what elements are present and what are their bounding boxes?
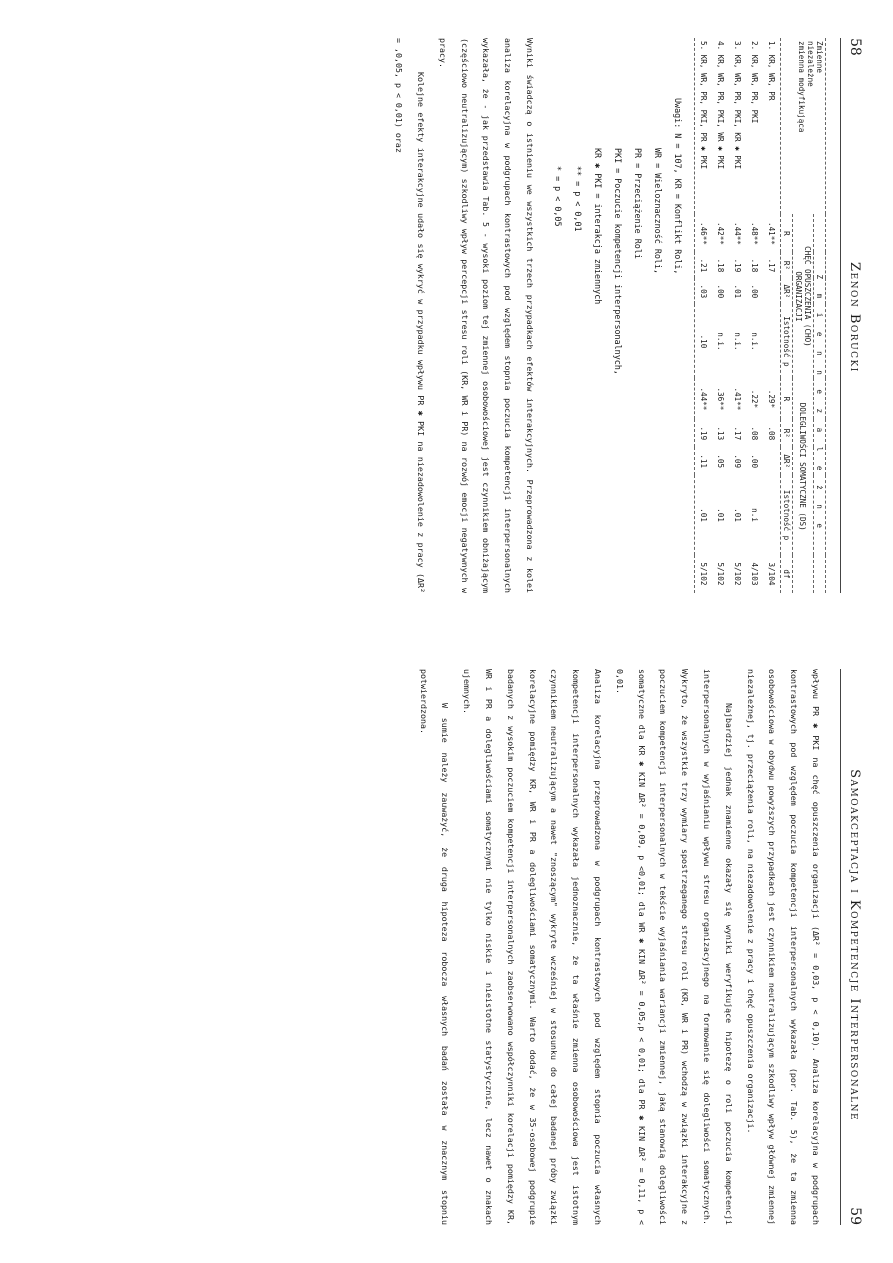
table-row [695, 38, 713, 593]
dv1-title-line: CHĘĆ OPUSZCZENIA (CHO) [803, 246, 812, 347]
page-left [0, 0, 893, 631]
table-cell: .44** [733, 222, 742, 245]
table-cell: n.i [750, 508, 759, 522]
table-notes [548, 38, 688, 593]
table-row [729, 38, 746, 593]
page-number-left: 58 [847, 38, 863, 56]
table-cell: .01 [716, 508, 725, 522]
table-cell: .00 [750, 454, 759, 469]
table-cell: .09 [733, 454, 742, 469]
col-group-title: Z m i e n n e z a l e ż n e [814, 214, 826, 593]
table-cell: .19 [733, 258, 742, 273]
dv1-title [793, 214, 814, 378]
table-cell: .41** [733, 387, 742, 411]
table-cell: .44** [695, 378, 713, 419]
body-text-left [387, 38, 540, 593]
stub-header-line: Zmienne [815, 41, 824, 74]
row-label: 1. KR, WR, PR [767, 41, 776, 101]
table-cell: 4/103 [750, 562, 759, 586]
table-cell: .19 [695, 419, 713, 447]
table-cell: 5/102 [716, 562, 725, 586]
col-header: df [781, 555, 793, 593]
paragraph: Kolejne efekty interakcyjne udało się wykryć w przypadku wpływu PR ✱ PKI na niezadowolenie z pracy (ΔR² = ,0,05, p < 0,01) oraz [394, 38, 427, 593]
page-right-content [0, 631, 893, 1263]
row-label: 5. KR, WR, PR, PKI, PR ✱ PKI [695, 38, 713, 214]
table-cell: .46** [695, 214, 713, 252]
row-label: 3. KR, WR, PR, PKI, KR ✱ PKI [733, 41, 742, 170]
table-cell: .17 [733, 426, 742, 441]
table-cell: .08 [767, 426, 776, 441]
row-label: 4. KR, WR, PR, PKI, WR ✱ PKI [716, 41, 725, 170]
note-line: WR = Wieloznaczność Roli, [653, 148, 663, 275]
table-cell: .10 [695, 304, 713, 378]
col-header: Istotność p [781, 475, 793, 555]
table-cell: .05 [716, 454, 725, 469]
paragraph: Analiza korelacyjna przeprowadzona w podgrupach kontrastowych pod względem stopnia poczucia własnych kompetencji interpersonalnych wykazała jednoznacznie, że ta właśnie zmienna osobowościowa jest istotnym czynnikiem neutralizującym a nawet "znoszącym" wykryte wcześniej w stosunku do całej badanej próby związki korelacyjne pomiędzy KR, WR i PR a dolegliwościami somatycznymi. Warto dodać, że w 35-osobowej podgrupie badanych z wysokim poczuciem kompetencji interpersonalnych zaobserwowano współczynniki korelacji pomiędzy KR, WR i PR a dolegliwościami somatycznymi nie tylko niskie i nieistotne statystycznie, lecz nawet o znakach ujemnych. [462, 669, 604, 1225]
table-cell: 5/102 [733, 562, 742, 586]
dv1-title-line: ORGANIZACJI [794, 271, 803, 322]
col-header: ΔR² [781, 447, 793, 475]
note-line: KR ✱ PKI = interakcja zmiennych [593, 148, 603, 305]
table-cell: .29* [767, 389, 776, 409]
body-text-right [412, 669, 826, 1225]
table-cell: .41** [767, 222, 776, 245]
table-cell: .00 [750, 284, 759, 299]
table-cell: .13 [716, 426, 725, 441]
page-left-content [0, 0, 893, 631]
col-header: R² [781, 419, 793, 447]
table-cell: .01 [733, 284, 742, 299]
table-cell: .17 [767, 258, 776, 273]
table-cell: 5/102 [695, 555, 713, 593]
table-cell: .18 [716, 258, 725, 273]
row-label: 2. KR, WR, PR, PKI [750, 41, 759, 124]
table-cell [763, 278, 781, 304]
col-header: Istotność p [781, 304, 793, 378]
table-cell: n.i. [733, 332, 742, 351]
table-cell [763, 475, 781, 555]
table-cell: n.i. [750, 332, 759, 351]
note-line: ** = p < 0,01 [573, 166, 583, 232]
page-right [0, 631, 893, 1263]
table-cell: .42** [716, 222, 725, 245]
running-head-title-left: Zenon Borucki [847, 262, 862, 373]
table-cell [763, 447, 781, 475]
table-cell: .36** [716, 387, 725, 411]
note-line: Uwagi: N = 107, KR = Konflikt Roli, [673, 98, 683, 275]
col-header: R² [781, 252, 793, 278]
table-cell: .48** [750, 222, 759, 245]
table-cell: .21 [695, 252, 713, 278]
running-head-title-right: Samoakceptacja i Kompetencje Interpersonalne [847, 769, 862, 1122]
table-row [712, 38, 729, 593]
table-cell: .18 [750, 258, 759, 273]
stub-header-line: niezależne [806, 41, 815, 87]
table-cell: .01 [733, 508, 742, 522]
running-head-left [840, 38, 863, 593]
paragraph: Najbardziej jednak znamienne okazały się wyniki weryfikujące hipotezę o roli poczucia kompetencji interpersonalnych w wyjaśnianiu wpływu stresu organizacyjnego na formowanie się dolegliwości somatycznych. Wykryto, że wszystkie trzy wymiary spostrzeganego stresu roli (KR, WR i PR) wchodzą w związki interakcyjne z poczuciem kompetencji interpersonalnych w tekście wyjaśniania wariancji zmiennej, jaką stanowią dolegliwości somatyczne dla KR ✱ KIN ΔR² = 0,09, p <0,01; dla WR ✱ KIN ΔR² = 0,05,p < 0,01; dla PR ✱ KIN ΔR² = 0,11, p < 0,01. [614, 669, 734, 1225]
paragraph: W sumie należy zauważyć, że druga hipoteza robocza własnych badań została w znacznym stopniu potwierdzona. [418, 669, 451, 1225]
col-header: ΔR² [781, 278, 793, 304]
table-row [746, 38, 763, 593]
page-number-right: 59 [847, 1207, 863, 1225]
table-cell: .08 [750, 426, 759, 441]
stub-header-line: zmienna modyfikująca [797, 41, 806, 133]
col-header: R [781, 214, 793, 252]
running-head-right [840, 669, 863, 1225]
paragraph: Wyniki świadczą o istnieniu we wszystkich trzech przypadkach efektów interakcyjnych. Przeprowadzona z kolei analiza korelacyjna w podgrupach kontrastowych pod względem stopnia poczucia kompetencji interpersonalnych wykazała, że - jak przedstawia Tab. 5 - wysoki poziom tej zmiennej osobowościowej jest czynnikiem obniżającym (częściowo neutralizującym) szkodliwy wpływ percepcji stresu roli (KR, WR i PR) na rozwój emocji negatywnych w pracy. [437, 38, 535, 593]
table-cell [763, 304, 781, 378]
table-row [763, 38, 781, 593]
note-line: * = p < 0,05 [553, 166, 563, 227]
table-cell: n.i. [716, 332, 725, 351]
note-line: PKI = Poczucie kompetencji interpersonalnych, [613, 148, 623, 375]
note-line: PR = Przeciążenie Roli [633, 148, 643, 259]
stub-header [781, 38, 826, 214]
table-cell: .00 [716, 284, 725, 299]
table-cell: .03 [695, 278, 713, 304]
paragraph: wpływu PR ✱ PKI na chęć opuszczenia organizacji (ΔR² = 0,03, p < 0,10). Analiza korelacyjna w podgrupach kontrastowych pod względem poczucia kompetencji interpersonalnych wykazała (por. Tab. 5), że ta zmienna osobowościowa w obydwu powyższych przypadkach jest czynnikiem neutralizującym szkodliwy wpływ głównej zmiennej niezależnej, tj. przeciążenia roli, na niezadowolenie z pracy i chęć opuszczenia organizacji. [745, 669, 821, 1225]
table-cell: .01 [695, 475, 713, 555]
col-header: R [781, 378, 793, 419]
table-cell: 3/104 [767, 562, 776, 586]
dv2-title: DOLEGLIWOŚCI SOMATYCZNE (DS) [793, 378, 814, 554]
table-cell: .11 [695, 447, 713, 475]
table-cell: .22* [750, 389, 759, 409]
regression-table [694, 38, 826, 593]
